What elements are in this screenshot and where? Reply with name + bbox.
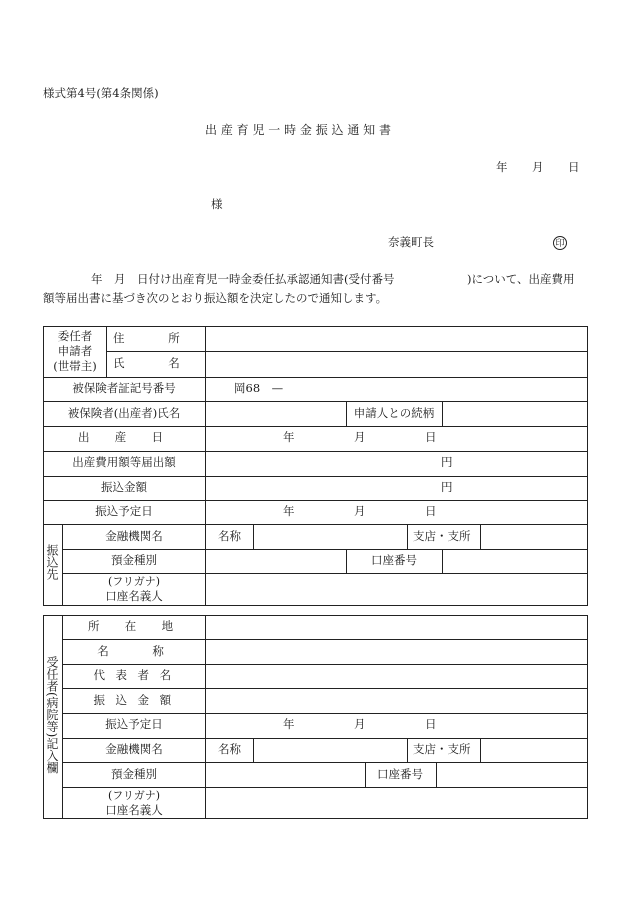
applicant-name-field[interactable]: [206, 352, 587, 377]
hospital-transfer-amount-field[interactable]: [206, 689, 587, 713]
hospital-side-label: 受任者(病院等)記入欄: [45, 656, 59, 774]
scheduled-date-year: 年: [283, 504, 295, 518]
representative-label: 代 表 者 名: [93, 668, 175, 682]
seal-icon: 印: [553, 236, 567, 250]
deposit-type-label: 預金種別: [111, 553, 157, 567]
insured-number-value: 岡68 —: [234, 381, 284, 395]
hospital-account-number-label: 口座番号: [377, 767, 423, 781]
account-holder-field[interactable]: [206, 574, 587, 605]
hospital-scheduled-day: 日: [425, 717, 437, 731]
branch-field[interactable]: [481, 525, 587, 549]
scheduled-date-label: 振込予定日: [95, 504, 153, 518]
body-line1-b: )について、出産費用: [467, 272, 575, 286]
document-title: 出 産 育 児 一 時 金 振 込 通 知 書: [205, 123, 391, 137]
branch-label: 支店・支所: [413, 529, 471, 543]
cost-amount-label: 出産費用額等届出額: [72, 455, 176, 469]
insured-number-label: 被保険者証記号番号: [72, 381, 176, 395]
hospital-branch-label: 支店・支所: [413, 742, 471, 756]
bank-name-field[interactable]: [254, 525, 407, 549]
account-number-field[interactable]: [443, 550, 587, 573]
hospital-furigana-label: (フリガナ): [107, 789, 161, 802]
representative-field[interactable]: [206, 665, 587, 688]
furigana-label: (フリガナ): [107, 575, 161, 588]
hospital-location-label: 所 在 地: [88, 619, 180, 633]
hospital-branch-field[interactable]: [481, 739, 587, 762]
insured-name-label: 被保険者(出産者)氏名: [67, 406, 181, 420]
bank-label: 金融機関名: [105, 529, 163, 543]
deposit-type-field[interactable]: [206, 550, 346, 573]
hospital-deposit-type-field[interactable]: [206, 763, 365, 787]
hospital-bank-name-field[interactable]: [254, 739, 407, 762]
hospital-deposit-type-label: 預金種別: [111, 767, 157, 781]
hospital-bank-label: 金融機関名: [105, 742, 163, 756]
hospital-account-holder-field[interactable]: [206, 788, 587, 818]
birth-date-day: 日: [425, 430, 437, 444]
transfer-amount-yen: 円: [441, 480, 453, 494]
address-label: 住 所: [113, 331, 187, 345]
sender-name: 奈義町長: [388, 235, 434, 249]
birth-date-year: 年: [283, 430, 295, 444]
scheduled-date-month: 月: [354, 504, 366, 518]
transfer-amount-label: 振込金額: [101, 480, 147, 494]
hospital-bank-name-label: 名称: [218, 742, 241, 756]
addressee-suffix: 様: [211, 197, 223, 211]
applicant-address-field[interactable]: [206, 327, 587, 351]
bank-name-label: 名称: [218, 529, 241, 543]
applicant-label-1: 委任者: [57, 329, 93, 343]
relation-label: 申請人との続柄: [353, 406, 435, 420]
scheduled-date-day: 日: [425, 504, 437, 518]
relation-field[interactable]: [443, 402, 587, 426]
account-holder-label: 口座名義人: [105, 589, 163, 603]
hospital-name-field[interactable]: [206, 640, 587, 664]
birth-date-label: 出 産 日: [78, 430, 170, 444]
date-month-label: 月: [532, 160, 544, 174]
applicant-label-3: (世帯主): [53, 359, 97, 373]
date-day-label: 日: [568, 160, 580, 174]
date-year-label: 年: [496, 160, 508, 174]
applicant-label-2: 申請者: [57, 344, 93, 358]
account-number-label: 口座番号: [371, 553, 417, 567]
insured-name-field[interactable]: [206, 402, 346, 426]
hospital-account-holder-label: 口座名義人: [105, 803, 163, 817]
body-line1-a: 年 月 日付け出産育児一時金委任払承認通知書(受付番号: [91, 272, 395, 286]
hospital-scheduled-month: 月: [354, 717, 366, 731]
destination-label: 振込先: [45, 544, 59, 580]
hospital-scheduled-date-label: 振込予定日: [105, 717, 163, 731]
name-label: 氏 名: [113, 356, 187, 370]
hospital-scheduled-year: 年: [283, 717, 295, 731]
body-line2: 額等届出書に基づき次のとおり振込額を決定したので通知します。: [43, 291, 388, 305]
hospital-transfer-amount-label: 振 込 金 額: [93, 693, 175, 707]
hospital-name-label: 名 称: [97, 644, 171, 658]
form-number: 様式第4号(第4条関係): [43, 86, 159, 100]
birth-date-month: 月: [354, 430, 366, 444]
hospital-account-number-field[interactable]: [437, 763, 587, 787]
hospital-location-field[interactable]: [206, 616, 587, 639]
cost-amount-yen: 円: [441, 455, 453, 469]
